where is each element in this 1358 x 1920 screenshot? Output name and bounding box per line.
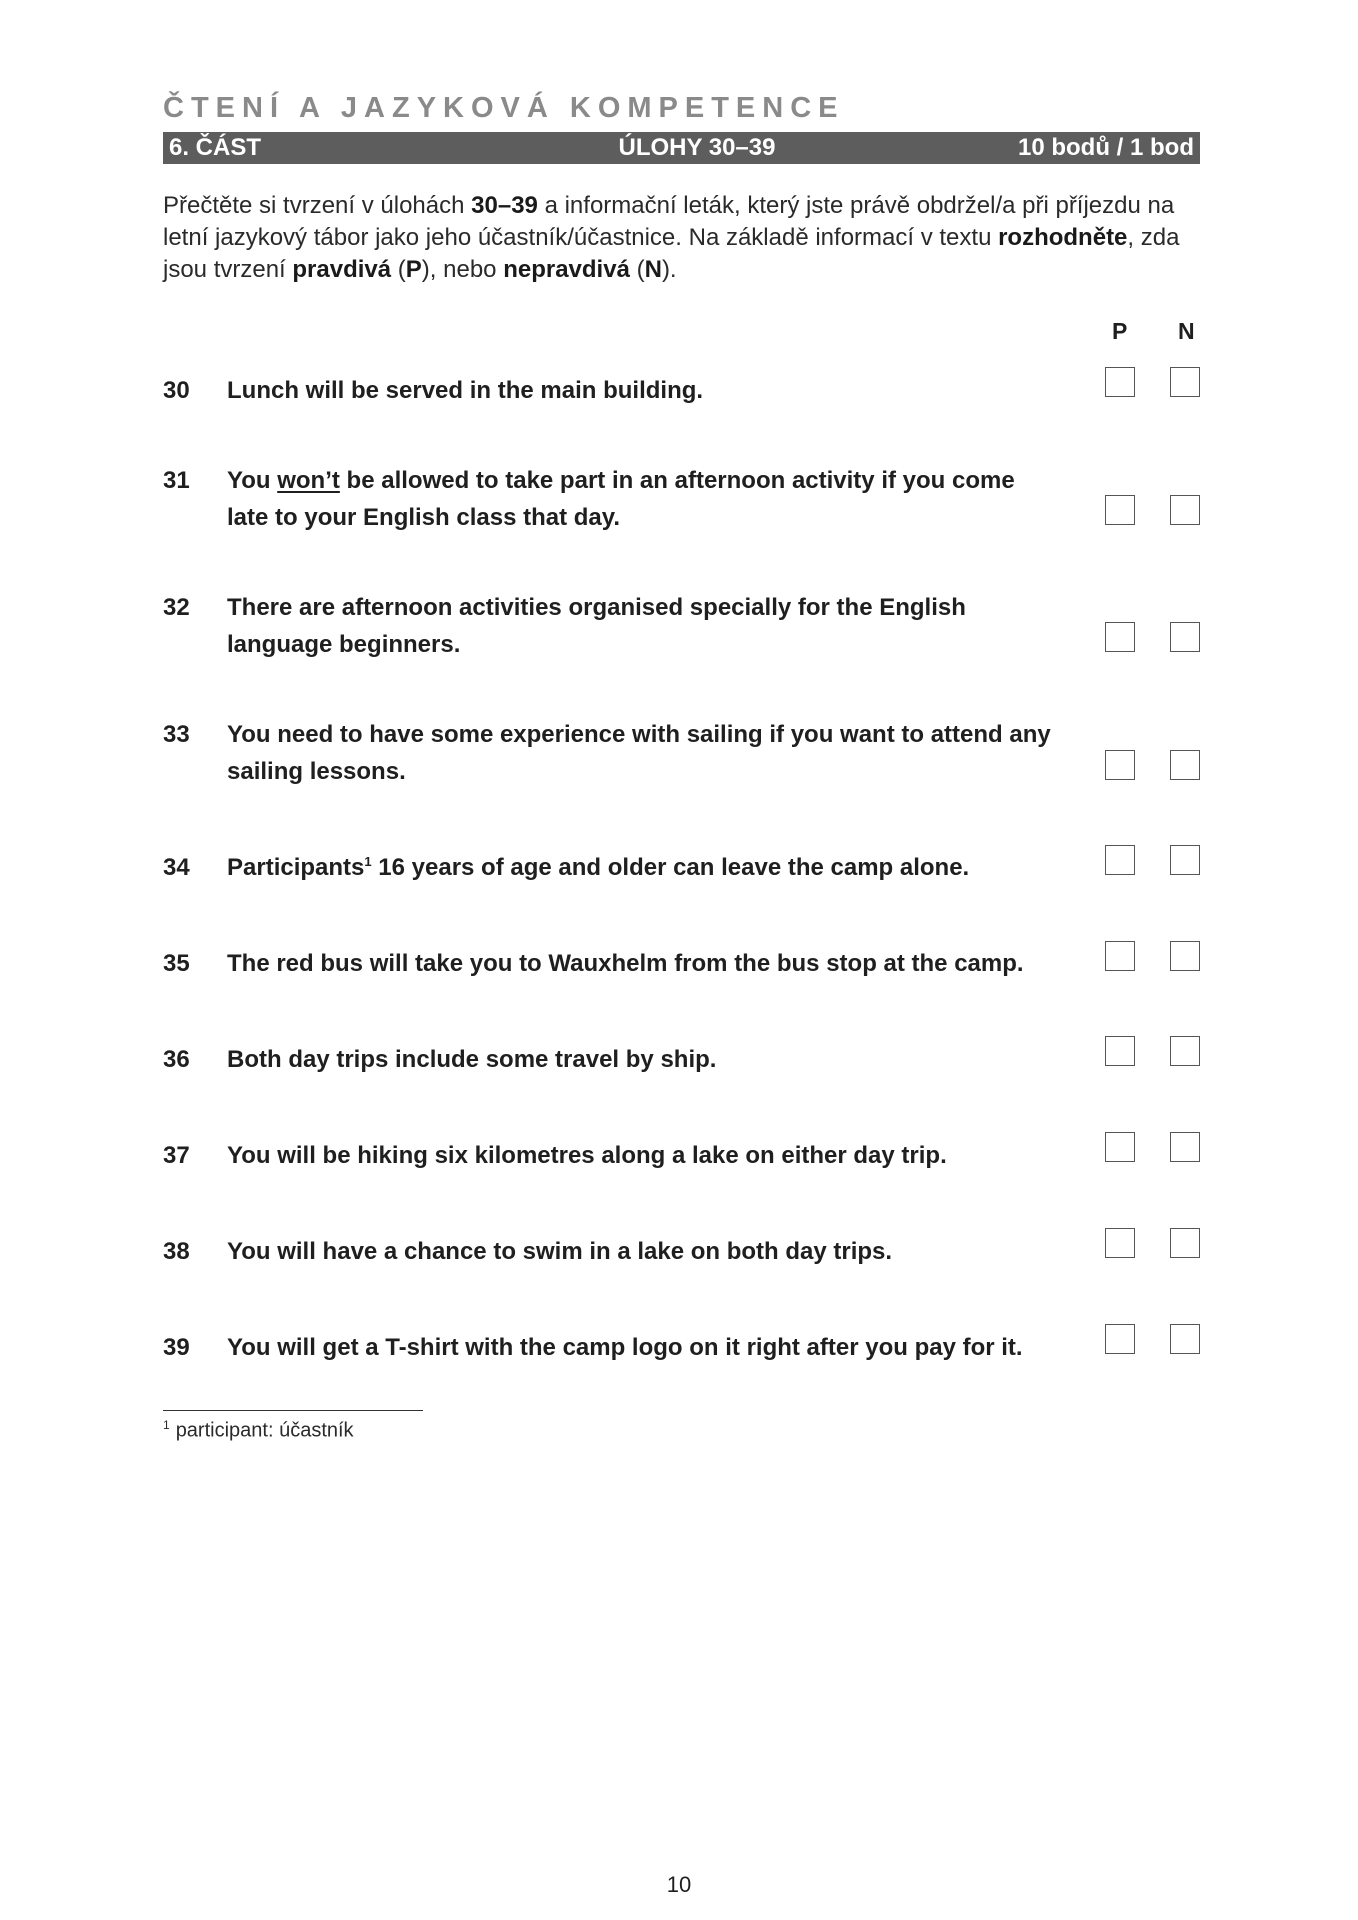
checkbox-38-n[interactable] — [1170, 1228, 1200, 1258]
instr-bold: rozhodněte — [998, 224, 1128, 251]
part-header-bar — [163, 132, 1200, 164]
checkbox-31-n[interactable] — [1170, 495, 1200, 525]
column-header-p: P — [1112, 318, 1128, 344]
question-number: 36 — [163, 1046, 190, 1073]
checkbox-32-n[interactable] — [1170, 622, 1200, 652]
checkbox-37-p[interactable] — [1105, 1132, 1135, 1162]
instr-bold: N — [644, 256, 662, 283]
footnote-reference: 1 — [364, 854, 372, 869]
section-title: ČTENÍ A JAZYKOVÁ KOMPETENCE — [163, 92, 845, 124]
checkbox-39-p[interactable] — [1105, 1324, 1135, 1354]
instr-text: ), nebo — [421, 256, 504, 283]
question-text — [227, 462, 1057, 536]
question-number: 34 — [163, 854, 190, 881]
points-label: 10 bodů / 1 bod — [1017, 134, 1194, 161]
question-text: You will get a T-shirt with the camp logo on it right after you pay for it. — [227, 1334, 1023, 1361]
instr-text: , zda jsou tvrzení — [163, 224, 1180, 283]
instr-bold: nepravdivá — [503, 256, 630, 283]
question-text: Both day trips include some travel by ship. — [227, 1046, 717, 1073]
instr-bold: P — [405, 256, 422, 283]
instr-text: ). — [661, 256, 677, 283]
checkbox-35-n[interactable] — [1170, 941, 1200, 971]
footnote-mark: 1 — [163, 1418, 170, 1432]
question-number: 37 — [163, 1142, 190, 1169]
question-text — [227, 849, 1057, 886]
checkbox-39-n[interactable] — [1170, 1324, 1200, 1354]
footnote-divider — [163, 1410, 423, 1411]
question-underlined-word: won’t — [277, 467, 340, 494]
checkbox-31-p[interactable] — [1105, 495, 1135, 525]
checkbox-30-n[interactable] — [1170, 367, 1200, 397]
instr-text: ( — [629, 256, 645, 283]
question-text-part: Participants — [227, 854, 365, 881]
question-text-part: be allowed to take part in an afternoon activity if you come late to your English class that day. — [227, 467, 1015, 531]
question-text: You will have a chance to swim in a lake on both day trips. — [227, 1238, 893, 1265]
question-text: The red bus will take you to Wauxhelm from the bus stop at the camp. — [227, 950, 1024, 977]
question-number: 30 — [163, 377, 190, 404]
footnote-text: participant: účastník — [175, 1419, 354, 1442]
footnote — [163, 1418, 354, 1443]
checkbox-34-p[interactable] — [1105, 845, 1135, 875]
question-number: 39 — [163, 1334, 190, 1361]
checkbox-36-p[interactable] — [1105, 1036, 1135, 1066]
checkbox-36-n[interactable] — [1170, 1036, 1200, 1066]
question-number: 33 — [163, 721, 190, 748]
checkbox-33-n[interactable] — [1170, 750, 1200, 780]
checkbox-38-p[interactable] — [1105, 1228, 1135, 1258]
question-number: 31 — [163, 467, 190, 494]
instructions — [163, 190, 1203, 286]
tasks-label: ÚLOHY 30–39 — [618, 134, 776, 161]
instr-bold: 30–39 — [471, 192, 538, 219]
instr-text: ( — [391, 256, 406, 283]
question-text: You need to have some experience with sailing if you want to attend any sailing lessons. — [227, 721, 1051, 785]
column-header-n: N — [1178, 318, 1195, 344]
instr-text: Přečtěte si tvrzení v úlohách — [163, 192, 472, 219]
question-text-part: 16 years of age and older can leave the camp alone. — [371, 854, 970, 881]
question-number: 32 — [163, 594, 190, 621]
checkbox-35-p[interactable] — [1105, 941, 1135, 971]
checkbox-37-n[interactable] — [1170, 1132, 1200, 1162]
checkbox-34-n[interactable] — [1170, 845, 1200, 875]
question-number: 35 — [163, 950, 190, 977]
checkbox-33-p[interactable] — [1105, 750, 1135, 780]
checkbox-30-p[interactable] — [1105, 367, 1135, 397]
question-text: Lunch will be served in the main building. — [227, 377, 704, 404]
part-label: 6. ČÁST — [169, 134, 262, 161]
instr-bold: pravdivá — [292, 256, 392, 283]
question-text: There are afternoon activities organised specially for the English language beginners. — [227, 594, 966, 658]
question-text: You will be hiking six kilometres along a lake on either day trip. — [227, 1142, 947, 1169]
checkbox-32-p[interactable] — [1105, 622, 1135, 652]
instr-text: a informační leták, který jste právě obdržel/a při příjezdu na letní jazykový tábor jako jeho účastník/účastnice. Na základě informací v textu — [163, 192, 1175, 251]
page-number: 10 — [666, 1872, 692, 1897]
question-number: 38 — [163, 1238, 190, 1265]
question-text-part: You — [227, 467, 278, 494]
